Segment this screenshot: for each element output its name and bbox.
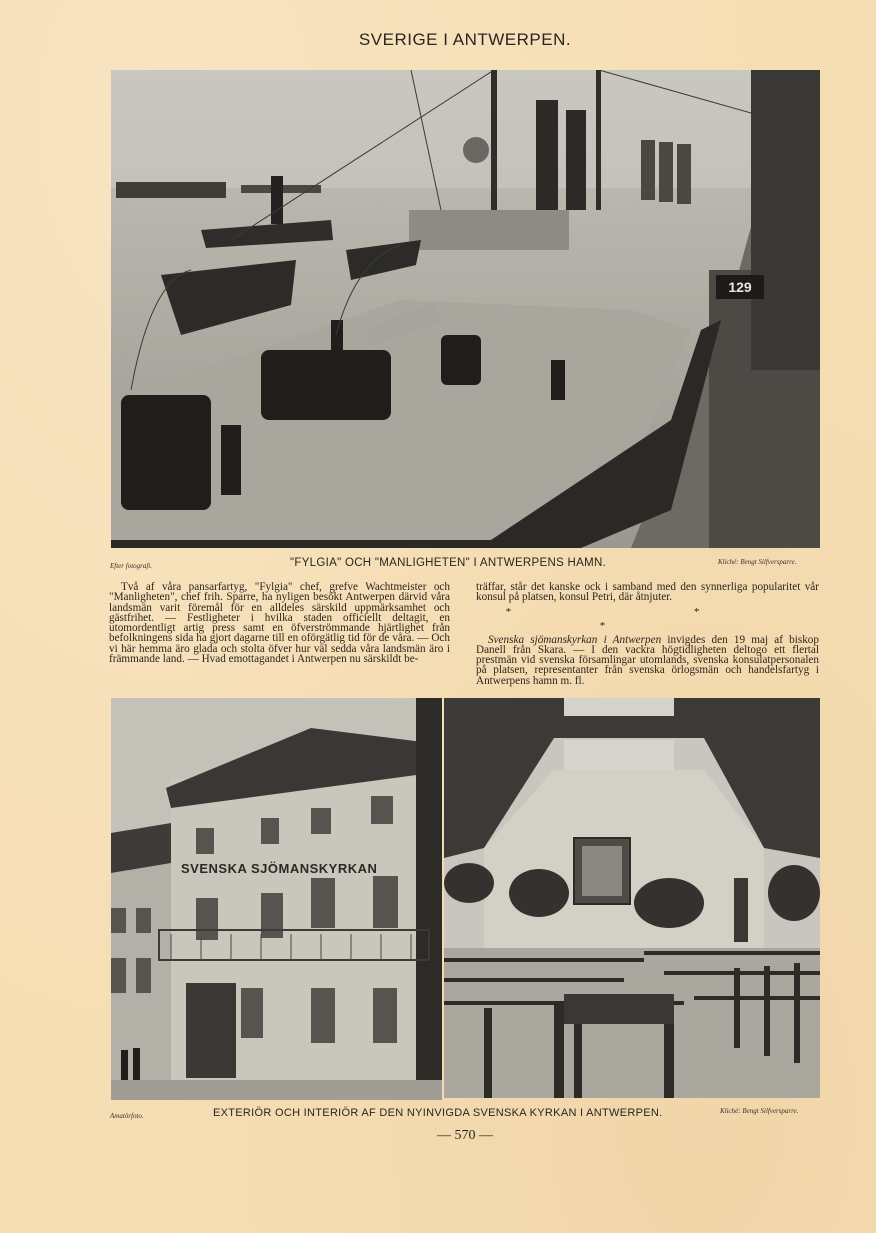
bottom-photo-caption: EXTERIÖR OCH INTERIÖR AF DEN NYINVIGDA SVENSKA KYRKAN I ANTWERPEN. (213, 1107, 663, 1119)
harbour-photo-illustration (111, 70, 820, 548)
article-paragraph: Två af våra pansarfartyg, "Fylgia" chef, grefve Wachtmeister och "Manligheten", chef frih. Sparre, ha nyligen besökt Antwerpen därvid våra landsmän varit föremål för en alldeles särskild uppmärksamhet och gästfrihet. — Festligheter i hvilka staden officiellt deltagit, en utomordentligt artig press samt en öfverströmmande hjärtlighet från befolkningens sida ha gjort dagarne till en oförgätlig tid för de våra. — Och vi här hemma äro glada och stolta öfver hur väl sedda våra landsmän äro i främmande land. — Hvad emottagandet i Antwerpen nu särskildt be- (109, 581, 450, 666)
section-separator: * * * (505, 605, 790, 632)
article-paragraph: träffar, står det kanske ock i samband med den synnerliga popularitet vår konsul på platsen, konsul Petri, där åtnjuter. (476, 581, 819, 604)
bottom-photo-credit-left: Amatörfoto. (110, 1112, 144, 1120)
church-exterior-illustration (111, 698, 442, 1100)
article-paragraph-text: invigdes den 19 maj af biskop Danell från Skara. — I den vackra högtidligheten deltogo ett flertal prestmän vid svenska församlingar utomlands, svenska konsulatpersonalen på platsen, representanter från svenska örlogsmän och handelsfartyg i Antwerpens hamn m. fl. (476, 633, 819, 687)
church-interior-illustration (444, 698, 820, 1098)
article-right-column (476, 582, 819, 686)
top-photo-credit-left: Efter fotografi. (110, 562, 152, 570)
hull-number: 129 (728, 279, 752, 295)
top-photo-caption: "FYLGIA" OCH "MANLIGHETEN" I ANTWERPENS HAMN. (290, 557, 607, 569)
page-number: — 570 — (437, 1128, 493, 1143)
church-exterior-photo (111, 698, 442, 1100)
harbour-photo (111, 70, 820, 548)
bottom-photo-credit-right: Kliché: Bengt Silfversparre. (720, 1107, 799, 1115)
article-left-column (109, 582, 450, 664)
facade-sign: SVENSKA SJÖMANSKYRKAN (181, 861, 378, 876)
church-interior-photo (444, 698, 820, 1098)
church-name-italic: Svenska sjömanskyrkan i Antwerpen (488, 633, 662, 646)
article-paragraph (476, 635, 819, 686)
top-photo-credit-right: Kliché: Bengt Silfversparre. (718, 558, 797, 566)
running-title: SVERIGE I ANTWERPEN. (358, 30, 572, 49)
